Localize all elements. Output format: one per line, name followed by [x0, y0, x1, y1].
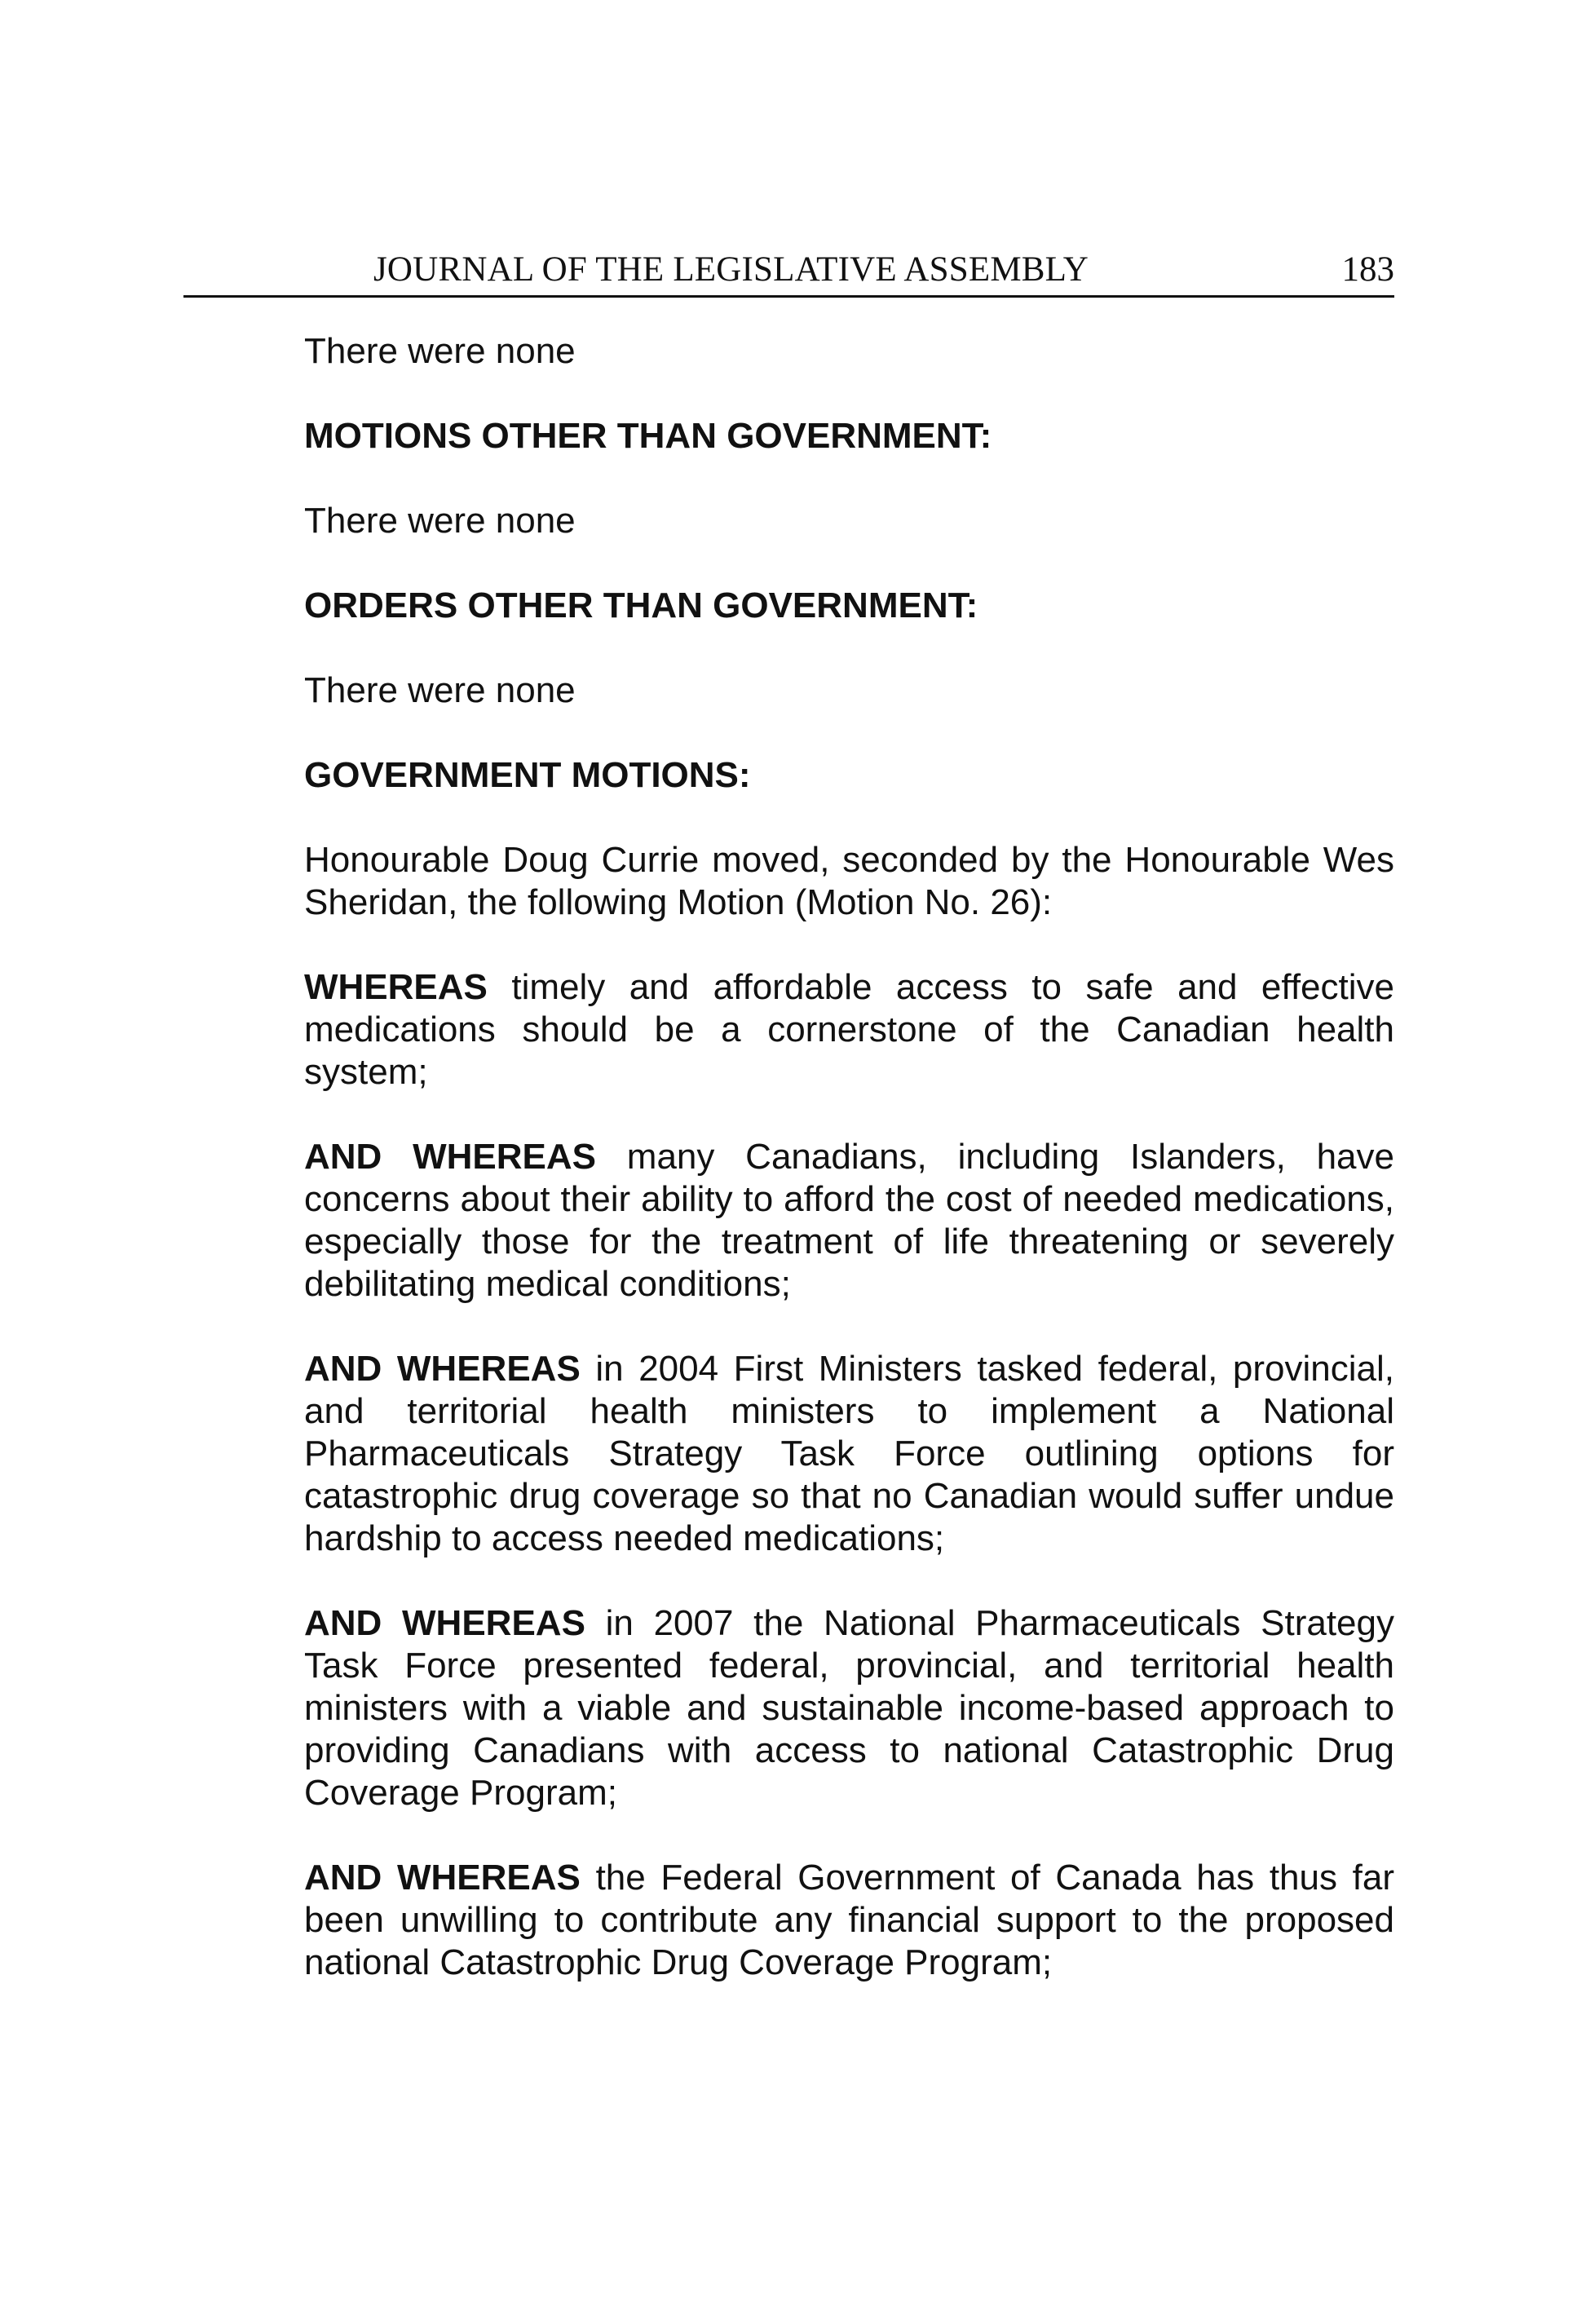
intro-none-text: There were none	[304, 331, 576, 371]
section-heading: MOTIONS OTHER THAN GOVERNMENT:	[304, 416, 992, 456]
motion-intro: Honourable Doug Currie moved, seconded by the Honourable Wes Sheridan, the following Motion (Motion No. 26):	[304, 840, 1394, 922]
whereas-clause	[304, 1136, 1394, 1306]
journal-content	[304, 330, 1394, 2026]
page-number: 183	[1341, 250, 1394, 289]
clause-text: in 2004 First Ministers tasked federal, provincial, and territorial health ministers to implement a National Pharmaceuticals Strategy Task Force outlining options for catastrophic drug coverage so that no Canadian would suffer undue hardship to access needed medications;	[304, 1349, 1395, 1558]
clause-text: many Canadians, including Islanders, have concerns about their ability to afford the cost of needed medications, especially those for the treatment of life threatening or severely debilitating medical conditions;	[304, 1137, 1394, 1304]
orders-other-than-government-section	[304, 585, 1394, 712]
clause-lead: AND WHEREAS	[304, 1603, 585, 1643]
journal-title: JOURNAL OF THE LEGISLATIVE ASSEMBLY	[373, 250, 1089, 289]
whereas-clause	[304, 1857, 1394, 1984]
section-heading: GOVERNMENT MOTIONS:	[304, 755, 751, 795]
section-text: There were none	[304, 501, 576, 541]
section-text: There were none	[304, 670, 576, 710]
clause-lead: WHEREAS	[304, 967, 488, 1007]
whereas-clause	[304, 1602, 1394, 1814]
whereas-clause	[304, 966, 1394, 1094]
motions-other-than-government-section	[304, 415, 1394, 542]
clause-lead: AND WHEREAS	[304, 1858, 581, 1898]
section-heading: ORDERS OTHER THAN GOVERNMENT:	[304, 585, 978, 625]
government-motions-section	[304, 754, 1394, 924]
clause-lead: AND WHEREAS	[304, 1349, 581, 1389]
running-header	[183, 245, 1394, 298]
whereas-clause	[304, 1348, 1394, 1560]
clause-text: in 2007 the National Pharmaceuticals Strategy Task Force presented federal, provincial, and territorial health ministers with a viable and sustainable income-based approach to providing Canadians with access to national Catastrophic Drug Coverage Program;	[304, 1603, 1394, 1813]
clause-text: the Federal Government of Canada has thus far been unwilling to contribute any financial support to the proposed national Catastrophic Drug Coverage Program;	[304, 1858, 1394, 1982]
clause-text: timely and affordable access to safe and effective medications should be a cornerstone of the Canadian health system;	[304, 967, 1394, 1092]
clause-lead: AND WHEREAS	[304, 1137, 597, 1177]
